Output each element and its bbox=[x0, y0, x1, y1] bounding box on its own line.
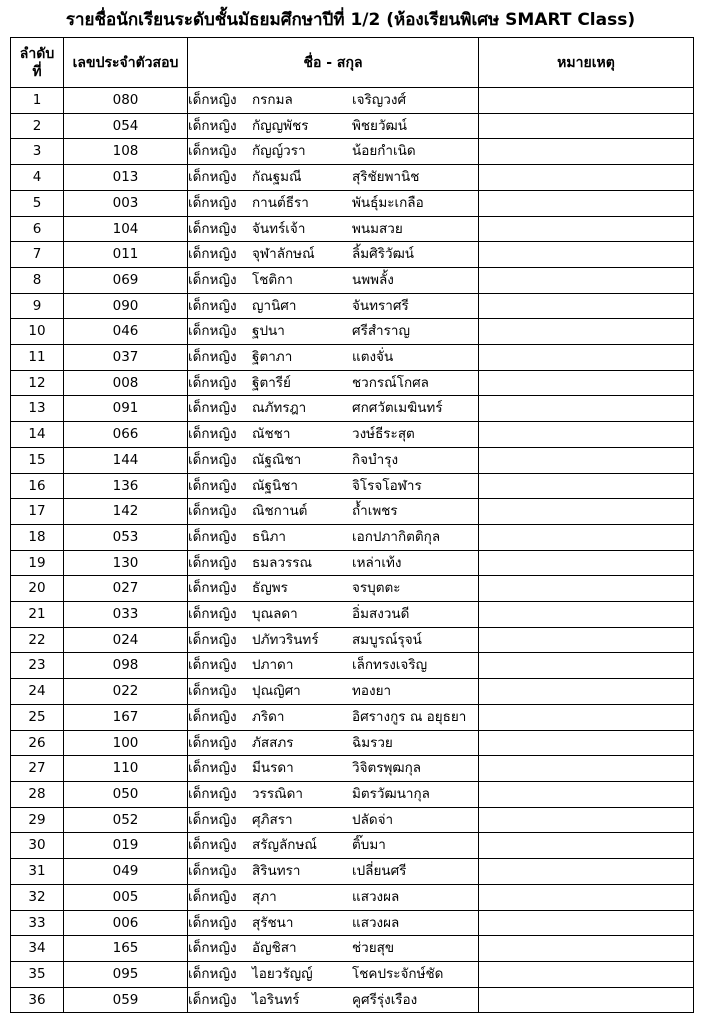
exam-id: 136 bbox=[64, 473, 188, 499]
first-name: ณัชชา bbox=[252, 426, 291, 443]
name-prefix: เด็กหญิง bbox=[188, 374, 237, 391]
table-row bbox=[11, 447, 694, 473]
remark-cell bbox=[479, 859, 694, 885]
table-row bbox=[11, 704, 694, 730]
name-prefix: เด็กหญิง bbox=[188, 323, 237, 340]
row-number: 35 bbox=[11, 961, 64, 987]
last-name: พิชยวัฒน์ bbox=[352, 117, 407, 134]
header-number bbox=[11, 38, 64, 88]
header-number-line1: ลำดับ bbox=[19, 45, 55, 62]
table-row bbox=[11, 370, 694, 396]
remark-cell bbox=[479, 987, 694, 1013]
last-name: นพพลั้ง bbox=[352, 271, 394, 288]
row-number: 34 bbox=[11, 936, 64, 962]
exam-id: 110 bbox=[64, 756, 188, 782]
first-name: ฐปนา bbox=[252, 323, 285, 340]
remark-cell bbox=[479, 884, 694, 910]
table-row bbox=[11, 653, 694, 679]
exam-id: 008 bbox=[64, 370, 188, 396]
first-name: ภัสสภร bbox=[252, 734, 294, 751]
name-prefix: เด็กหญิง bbox=[188, 708, 237, 725]
table-row bbox=[11, 139, 694, 165]
last-name: เปลี่ยนศรี bbox=[352, 863, 407, 880]
first-name: ไอรินทร์ bbox=[252, 991, 300, 1008]
name-prefix: เด็กหญิง bbox=[188, 965, 237, 982]
student-name bbox=[188, 293, 479, 319]
exam-id: 091 bbox=[64, 396, 188, 422]
exam-id: 090 bbox=[64, 293, 188, 319]
last-name: จรบุตตะ bbox=[352, 580, 401, 597]
last-name: ติ๊บมา bbox=[352, 837, 386, 854]
first-name: กัญญ์วรา bbox=[252, 143, 306, 160]
row-number: 14 bbox=[11, 422, 64, 448]
row-number: 8 bbox=[11, 267, 64, 293]
first-name: ปภัทวรินทร์ bbox=[252, 631, 319, 648]
student-name bbox=[188, 730, 479, 756]
student-name bbox=[188, 807, 479, 833]
remark-cell bbox=[479, 139, 694, 165]
exam-id: 098 bbox=[64, 653, 188, 679]
remark-cell bbox=[479, 345, 694, 371]
first-name: จุฬาลักษณ์ bbox=[252, 246, 315, 263]
header-remarks: หมายเหตุ bbox=[479, 38, 694, 88]
table-row bbox=[11, 216, 694, 242]
remark-cell bbox=[479, 242, 694, 268]
student-name bbox=[188, 602, 479, 628]
row-number: 11 bbox=[11, 345, 64, 371]
student-name bbox=[188, 756, 479, 782]
exam-id: 049 bbox=[64, 859, 188, 885]
first-name: สุภา bbox=[252, 888, 277, 905]
remark-cell bbox=[479, 524, 694, 550]
last-name: คูศรีรุ่งเรือง bbox=[352, 991, 418, 1008]
name-prefix: เด็กหญิง bbox=[188, 631, 237, 648]
exam-id: 165 bbox=[64, 936, 188, 962]
table-row bbox=[11, 884, 694, 910]
name-prefix: เด็กหญิง bbox=[188, 194, 237, 211]
last-name: ถ้ำเพชร bbox=[352, 503, 398, 520]
remark-cell bbox=[479, 807, 694, 833]
remark-cell bbox=[479, 165, 694, 191]
remark-cell bbox=[479, 473, 694, 499]
last-name: จันทราศรี bbox=[352, 297, 409, 314]
row-number: 6 bbox=[11, 216, 64, 242]
exam-id: 033 bbox=[64, 602, 188, 628]
exam-id: 046 bbox=[64, 319, 188, 345]
remark-cell bbox=[479, 396, 694, 422]
remark-cell bbox=[479, 499, 694, 525]
first-name: ปภาดา bbox=[252, 657, 294, 674]
table-row bbox=[11, 936, 694, 962]
exam-id: 080 bbox=[64, 88, 188, 114]
name-prefix: เด็กหญิง bbox=[188, 785, 237, 802]
table-row bbox=[11, 499, 694, 525]
row-number: 32 bbox=[11, 884, 64, 910]
name-prefix: เด็กหญิง bbox=[188, 169, 237, 186]
first-name: สิรินทรา bbox=[252, 863, 301, 880]
row-number: 17 bbox=[11, 499, 64, 525]
name-prefix: เด็กหญิง bbox=[188, 554, 237, 571]
first-name: ธนิภา bbox=[252, 528, 286, 545]
exam-id: 142 bbox=[64, 499, 188, 525]
last-name: กิจบำรุง bbox=[352, 451, 399, 468]
last-name: เล็กทรงเจริญ bbox=[352, 657, 428, 674]
first-name: ณัฐณิชา bbox=[252, 451, 302, 468]
table-row bbox=[11, 679, 694, 705]
first-name: ฐิตารีย์ bbox=[252, 374, 291, 391]
last-name: ลิ้มศิริวัฒน์ bbox=[352, 246, 414, 263]
student-name bbox=[188, 473, 479, 499]
last-name: โชคประจักษ์ชัด bbox=[352, 965, 444, 982]
row-number: 16 bbox=[11, 473, 64, 499]
name-prefix: เด็กหญิง bbox=[188, 606, 237, 623]
row-number: 5 bbox=[11, 190, 64, 216]
remark-cell bbox=[479, 961, 694, 987]
table-row bbox=[11, 987, 694, 1013]
name-prefix: เด็กหญิง bbox=[188, 477, 237, 494]
exam-id: 003 bbox=[64, 190, 188, 216]
table-row bbox=[11, 293, 694, 319]
name-prefix: เด็กหญิง bbox=[188, 271, 237, 288]
name-prefix: เด็กหญิง bbox=[188, 914, 237, 931]
name-prefix: เด็กหญิง bbox=[188, 683, 237, 700]
name-prefix: เด็กหญิง bbox=[188, 811, 237, 828]
table-row bbox=[11, 396, 694, 422]
remark-cell bbox=[479, 653, 694, 679]
first-name: กัญญพัชร bbox=[252, 117, 309, 134]
remark-cell bbox=[479, 88, 694, 114]
first-name: ณิชกานต์ bbox=[252, 503, 308, 520]
exam-id: 066 bbox=[64, 422, 188, 448]
table-row bbox=[11, 550, 694, 576]
name-prefix: เด็กหญิง bbox=[188, 837, 237, 854]
exam-id: 022 bbox=[64, 679, 188, 705]
first-name: ภริดา bbox=[252, 708, 285, 725]
name-prefix: เด็กหญิง bbox=[188, 451, 237, 468]
table-row bbox=[11, 602, 694, 628]
student-name bbox=[188, 139, 479, 165]
student-name bbox=[188, 165, 479, 191]
table-row bbox=[11, 807, 694, 833]
student-name bbox=[188, 447, 479, 473]
remark-cell bbox=[479, 319, 694, 345]
student-name bbox=[188, 653, 479, 679]
name-prefix: เด็กหญิง bbox=[188, 426, 237, 443]
student-name bbox=[188, 859, 479, 885]
name-prefix: เด็กหญิง bbox=[188, 991, 237, 1008]
table-row bbox=[11, 859, 694, 885]
student-name bbox=[188, 319, 479, 345]
last-name: อิศรางกูร ณ อยุธยา bbox=[352, 708, 467, 725]
last-name: ศกศวัตเมฆินทร์ bbox=[352, 400, 443, 417]
last-name: เหล่าเท้ง bbox=[352, 554, 402, 571]
name-prefix: เด็กหญิง bbox=[188, 760, 237, 777]
last-name: ชวกรณ์โกศล bbox=[352, 374, 429, 391]
remark-cell bbox=[479, 190, 694, 216]
row-number: 10 bbox=[11, 319, 64, 345]
student-name bbox=[188, 627, 479, 653]
last-name: ช่วยสุข bbox=[352, 940, 395, 957]
table-row bbox=[11, 730, 694, 756]
name-prefix: เด็กหญิง bbox=[188, 888, 237, 905]
exam-id: 027 bbox=[64, 576, 188, 602]
remark-cell bbox=[479, 267, 694, 293]
table-row bbox=[11, 345, 694, 371]
remark-cell bbox=[479, 422, 694, 448]
table-row bbox=[11, 267, 694, 293]
exam-id: 024 bbox=[64, 627, 188, 653]
table-row bbox=[11, 88, 694, 114]
last-name: จิโรจโอฬาร bbox=[352, 477, 422, 494]
table-row bbox=[11, 242, 694, 268]
student-name bbox=[188, 113, 479, 139]
remark-cell bbox=[479, 756, 694, 782]
row-number: 31 bbox=[11, 859, 64, 885]
table-row bbox=[11, 524, 694, 550]
row-number: 19 bbox=[11, 550, 64, 576]
first-name: สรัญลักษณ์ bbox=[252, 837, 317, 854]
first-name: มีนรดา bbox=[252, 760, 294, 777]
row-number: 18 bbox=[11, 524, 64, 550]
last-name: พันธุ์มะเกลือ bbox=[352, 194, 424, 211]
last-name: เอกปภากิตติกุล bbox=[352, 528, 441, 545]
row-number: 7 bbox=[11, 242, 64, 268]
remark-cell bbox=[479, 781, 694, 807]
row-number: 3 bbox=[11, 139, 64, 165]
table-row bbox=[11, 756, 694, 782]
student-roster-table bbox=[10, 37, 694, 1013]
table-row bbox=[11, 576, 694, 602]
first-name: ฐิตาภา bbox=[252, 349, 293, 366]
first-name: กรกมล bbox=[252, 92, 293, 108]
first-name: ณภัทรฎา bbox=[252, 400, 307, 417]
row-number: 1 bbox=[11, 88, 64, 114]
remark-cell bbox=[479, 293, 694, 319]
table-row bbox=[11, 910, 694, 936]
student-name bbox=[188, 422, 479, 448]
student-name bbox=[188, 833, 479, 859]
name-prefix: เด็กหญิง bbox=[188, 400, 237, 417]
row-number: 30 bbox=[11, 833, 64, 859]
last-name: วงษ์ธีระสุต bbox=[352, 426, 415, 443]
row-number: 33 bbox=[11, 910, 64, 936]
table-row bbox=[11, 961, 694, 987]
remark-cell bbox=[479, 370, 694, 396]
remark-cell bbox=[479, 447, 694, 473]
first-name: วรรณิดา bbox=[252, 785, 303, 802]
name-prefix: เด็กหญิง bbox=[188, 349, 237, 366]
last-name: ฉิมรวย bbox=[352, 734, 393, 751]
name-prefix: เด็กหญิง bbox=[188, 940, 237, 957]
exam-id: 019 bbox=[64, 833, 188, 859]
header-name: ชื่อ - สกุล bbox=[188, 38, 479, 88]
row-number: 2 bbox=[11, 113, 64, 139]
name-prefix: เด็กหญิง bbox=[188, 503, 237, 520]
last-name: สมบูรณ์รุจน์ bbox=[352, 631, 422, 648]
table-row bbox=[11, 627, 694, 653]
remark-cell bbox=[479, 910, 694, 936]
exam-id: 108 bbox=[64, 139, 188, 165]
name-prefix: เด็กหญิง bbox=[188, 143, 237, 160]
remark-cell bbox=[479, 602, 694, 628]
name-prefix: เด็กหญิง bbox=[188, 117, 237, 134]
name-prefix: เด็กหญิง bbox=[188, 657, 237, 674]
remark-cell bbox=[479, 730, 694, 756]
student-name bbox=[188, 242, 479, 268]
name-prefix: เด็กหญิง bbox=[188, 92, 237, 108]
row-number: 23 bbox=[11, 653, 64, 679]
table-row bbox=[11, 422, 694, 448]
student-name bbox=[188, 910, 479, 936]
exam-id: 050 bbox=[64, 781, 188, 807]
last-name: แตงจั่น bbox=[352, 349, 394, 366]
row-number: 12 bbox=[11, 370, 64, 396]
first-name: บุณลดา bbox=[252, 606, 298, 623]
exam-id: 100 bbox=[64, 730, 188, 756]
last-name: แสวงผล bbox=[352, 888, 400, 905]
student-name bbox=[188, 987, 479, 1013]
first-name: ไอยวรัญญ์ bbox=[252, 965, 313, 982]
last-name: วิจิตรพุฒกุล bbox=[352, 760, 422, 777]
table-row bbox=[11, 319, 694, 345]
student-name bbox=[188, 88, 479, 114]
row-number: 13 bbox=[11, 396, 64, 422]
table-row bbox=[11, 165, 694, 191]
row-number: 28 bbox=[11, 781, 64, 807]
first-name: สุรัชนา bbox=[252, 914, 294, 931]
row-number: 29 bbox=[11, 807, 64, 833]
first-name: ธัญพร bbox=[252, 580, 288, 597]
student-name bbox=[188, 679, 479, 705]
name-prefix: เด็กหญิง bbox=[188, 863, 237, 880]
row-number: 9 bbox=[11, 293, 64, 319]
exam-id: 013 bbox=[64, 165, 188, 191]
exam-id: 037 bbox=[64, 345, 188, 371]
student-name bbox=[188, 781, 479, 807]
exam-id: 095 bbox=[64, 961, 188, 987]
remark-cell bbox=[479, 550, 694, 576]
remark-cell bbox=[479, 627, 694, 653]
exam-id: 059 bbox=[64, 987, 188, 1013]
student-name bbox=[188, 884, 479, 910]
row-number: 26 bbox=[11, 730, 64, 756]
first-name: ธมลวรรณ bbox=[252, 554, 313, 571]
exam-id: 069 bbox=[64, 267, 188, 293]
last-name: น้อยกำเนิด bbox=[352, 143, 416, 160]
student-name bbox=[188, 576, 479, 602]
row-number: 21 bbox=[11, 602, 64, 628]
first-name: กัณฐมณี bbox=[252, 169, 302, 186]
table-row bbox=[11, 473, 694, 499]
remark-cell bbox=[479, 936, 694, 962]
last-name: ปลัดจ่า bbox=[352, 811, 394, 828]
row-number: 27 bbox=[11, 756, 64, 782]
name-prefix: เด็กหญิง bbox=[188, 246, 237, 263]
student-name bbox=[188, 190, 479, 216]
last-name: ศรีสำราญ bbox=[352, 323, 410, 340]
header-number-line2: ที่ bbox=[32, 63, 42, 80]
first-name: จันทร์เจ้า bbox=[252, 220, 306, 237]
exam-id: 104 bbox=[64, 216, 188, 242]
first-name: กานต์ธีรา bbox=[252, 194, 309, 211]
name-prefix: เด็กหญิง bbox=[188, 528, 237, 545]
student-name bbox=[188, 936, 479, 962]
remark-cell bbox=[479, 833, 694, 859]
first-name: อัญชิสา bbox=[252, 940, 297, 957]
name-prefix: เด็กหญิง bbox=[188, 734, 237, 751]
row-number: 4 bbox=[11, 165, 64, 191]
last-name: มิตรวัฒนากุล bbox=[352, 785, 430, 802]
exam-id: 052 bbox=[64, 807, 188, 833]
row-number: 20 bbox=[11, 576, 64, 602]
student-name bbox=[188, 704, 479, 730]
table-header-row bbox=[11, 38, 694, 88]
last-name: ทองยา bbox=[352, 683, 392, 700]
remark-cell bbox=[479, 216, 694, 242]
student-name bbox=[188, 370, 479, 396]
exam-id: 005 bbox=[64, 884, 188, 910]
student-name bbox=[188, 345, 479, 371]
row-number: 25 bbox=[11, 704, 64, 730]
student-name bbox=[188, 524, 479, 550]
student-name bbox=[188, 396, 479, 422]
exam-id: 053 bbox=[64, 524, 188, 550]
header-exam-id: เลขประจำตัวสอบ bbox=[64, 38, 188, 88]
name-prefix: เด็กหญิง bbox=[188, 580, 237, 597]
exam-id: 006 bbox=[64, 910, 188, 936]
name-prefix: เด็กหญิง bbox=[188, 220, 237, 237]
last-name: อิ่มสงวนดี bbox=[352, 606, 410, 623]
row-number: 24 bbox=[11, 679, 64, 705]
exam-id: 130 bbox=[64, 550, 188, 576]
exam-id: 054 bbox=[64, 113, 188, 139]
row-number: 15 bbox=[11, 447, 64, 473]
table-row bbox=[11, 190, 694, 216]
last-name: แสวงผล bbox=[352, 914, 400, 931]
row-number: 36 bbox=[11, 987, 64, 1013]
exam-id: 144 bbox=[64, 447, 188, 473]
table-body bbox=[11, 88, 694, 1013]
table-row bbox=[11, 781, 694, 807]
student-name bbox=[188, 550, 479, 576]
first-name: โชติกา bbox=[252, 271, 293, 288]
first-name: ญานิศา bbox=[252, 297, 297, 314]
student-name bbox=[188, 499, 479, 525]
table-row bbox=[11, 113, 694, 139]
last-name: เจริญวงศ์ bbox=[352, 92, 407, 108]
exam-id: 011 bbox=[64, 242, 188, 268]
student-name bbox=[188, 267, 479, 293]
exam-id: 167 bbox=[64, 704, 188, 730]
remark-cell bbox=[479, 113, 694, 139]
student-name bbox=[188, 961, 479, 987]
page-title: รายชื่อนักเรียนระดับชั้นมัธยมศึกษาปีที่ 1/2 (ห้องเรียนพิเศษ SMART Class) bbox=[65, 10, 636, 30]
remark-cell bbox=[479, 576, 694, 602]
student-name bbox=[188, 216, 479, 242]
remark-cell bbox=[479, 704, 694, 730]
remark-cell bbox=[479, 679, 694, 705]
first-name: ณัฐนิชา bbox=[252, 477, 298, 494]
first-name: ศุภิสรา bbox=[252, 811, 293, 828]
last-name: พนมสวย bbox=[352, 220, 403, 237]
table-row bbox=[11, 833, 694, 859]
row-number: 22 bbox=[11, 627, 64, 653]
name-prefix: เด็กหญิง bbox=[188, 297, 237, 314]
first-name: ปุณญิศา bbox=[252, 683, 301, 700]
last-name: สุริชัยพานิช bbox=[352, 169, 420, 186]
